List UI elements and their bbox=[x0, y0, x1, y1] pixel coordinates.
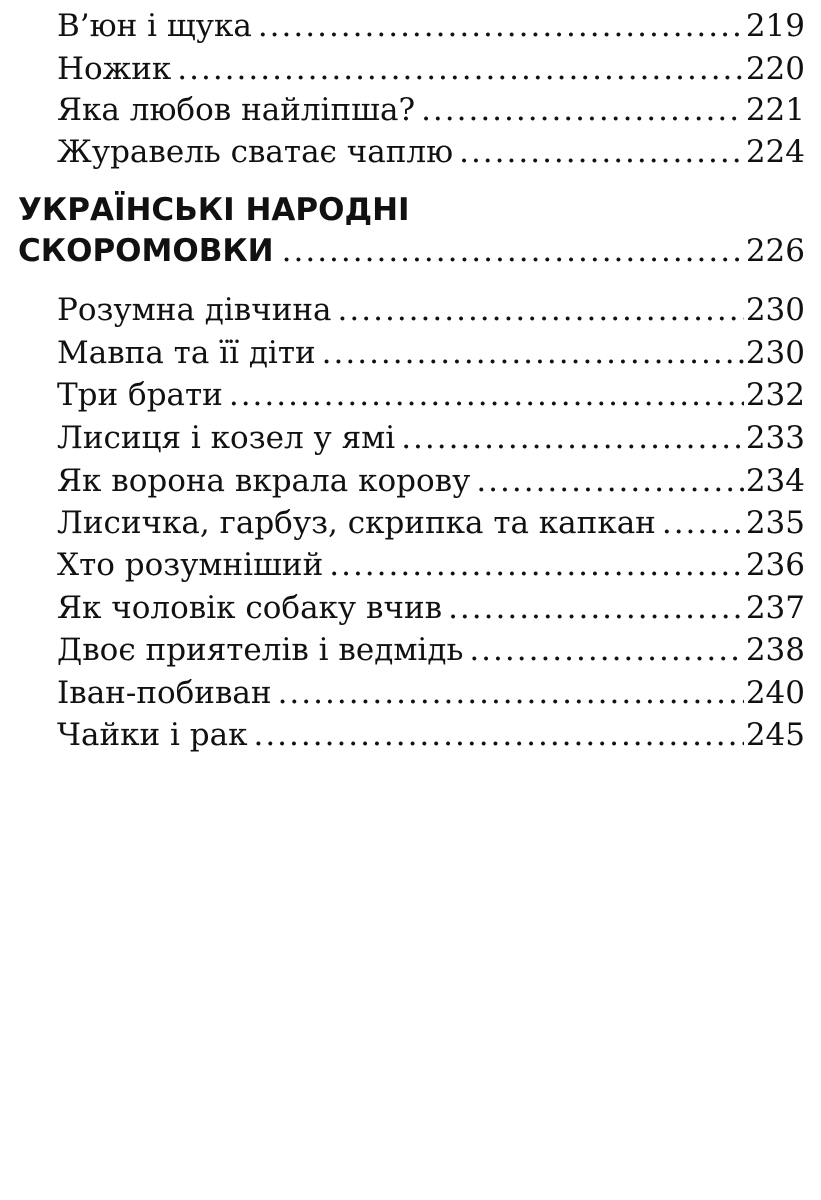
toc-entry-title: Лисиця і козел у ямі bbox=[57, 420, 396, 456]
toc-entry-title: В’юн і щука bbox=[57, 8, 252, 44]
dot-leader bbox=[229, 375, 744, 415]
section-title-line1: УКРАЇНСЬКІ НАРОДНІ bbox=[18, 192, 410, 228]
section-heading bbox=[18, 187, 805, 233]
dot-leader bbox=[448, 588, 744, 628]
dot-leader bbox=[329, 545, 744, 585]
toc-entry-page: 233 bbox=[745, 420, 805, 456]
toc-entry-title: Хто розумніший bbox=[57, 547, 324, 583]
toc-entry-title: Яка любов найліпша? bbox=[57, 92, 416, 128]
toc-entry-title: Лисичка, гарбуз, скрипка та капкан bbox=[57, 505, 656, 541]
dot-leader bbox=[282, 228, 744, 274]
toc-entry-page: 220 bbox=[745, 51, 805, 87]
toc-entry-page: 240 bbox=[745, 675, 805, 711]
toc-entry-title: Розумна дівчина bbox=[57, 292, 332, 328]
dot-leader bbox=[338, 290, 744, 330]
dot-leader bbox=[469, 630, 744, 670]
toc-entry[interactable] bbox=[57, 630, 805, 670]
dot-leader bbox=[421, 90, 744, 130]
toc-entry[interactable] bbox=[57, 375, 805, 415]
toc-entry-page: 221 bbox=[745, 92, 805, 128]
section-title-line2: СКОРОМОВКИ bbox=[18, 233, 274, 269]
toc-entry-title: Ножик bbox=[57, 51, 172, 87]
toc-entry[interactable] bbox=[57, 132, 805, 172]
toc-entry-title: Журавель сватає чаплю bbox=[57, 134, 454, 170]
toc-entry[interactable] bbox=[57, 588, 805, 628]
toc-entry-title: Мавпа та її діти bbox=[57, 335, 316, 371]
toc-entry-page: 245 bbox=[745, 717, 805, 753]
toc-entry[interactable] bbox=[57, 503, 805, 543]
section-entry[interactable] bbox=[18, 228, 805, 274]
toc-entry-title: Як чоловік собаку вчив bbox=[57, 590, 443, 626]
toc-entry[interactable] bbox=[57, 461, 805, 501]
dot-leader bbox=[662, 503, 744, 543]
toc-entry-title: Чайки і рак bbox=[57, 717, 248, 753]
toc-entry[interactable] bbox=[57, 418, 805, 458]
toc-entry-page: 235 bbox=[745, 505, 805, 541]
toc-entry-page: 230 bbox=[745, 292, 805, 328]
dot-leader bbox=[401, 418, 744, 458]
dot-leader bbox=[322, 333, 744, 373]
dot-leader bbox=[177, 49, 744, 89]
toc-entry-title: Двоє приятелів і ведмідь bbox=[57, 632, 464, 668]
toc-entry[interactable] bbox=[57, 6, 805, 46]
toc-entry-title: Як ворона вкрала корову bbox=[57, 463, 471, 499]
toc-entry-page: 232 bbox=[745, 377, 805, 413]
toc-entry-title: Іван-побиван bbox=[57, 675, 272, 711]
toc-entry-page: 237 bbox=[745, 590, 805, 626]
dot-leader bbox=[476, 461, 744, 501]
toc-entry-page: 238 bbox=[745, 632, 805, 668]
toc-entry-page: 219 bbox=[745, 8, 805, 44]
toc-entry-page: 230 bbox=[745, 335, 805, 371]
toc-entry[interactable] bbox=[57, 290, 805, 330]
toc-entry-page: 236 bbox=[745, 547, 805, 583]
section-page: 226 bbox=[745, 233, 805, 269]
toc-entry[interactable] bbox=[57, 715, 805, 755]
toc-entry[interactable] bbox=[57, 673, 805, 713]
dot-leader bbox=[258, 6, 744, 46]
toc-entry[interactable] bbox=[57, 90, 805, 130]
toc-entry[interactable] bbox=[57, 333, 805, 373]
toc-entry-page: 234 bbox=[745, 463, 805, 499]
dot-leader bbox=[278, 673, 744, 713]
toc-entry-title: Три брати bbox=[57, 377, 223, 413]
dot-leader bbox=[459, 132, 744, 172]
toc-entry-page: 224 bbox=[745, 134, 805, 170]
dot-leader bbox=[253, 715, 743, 755]
toc-entry[interactable] bbox=[57, 545, 805, 585]
toc-entry[interactable] bbox=[57, 49, 805, 89]
